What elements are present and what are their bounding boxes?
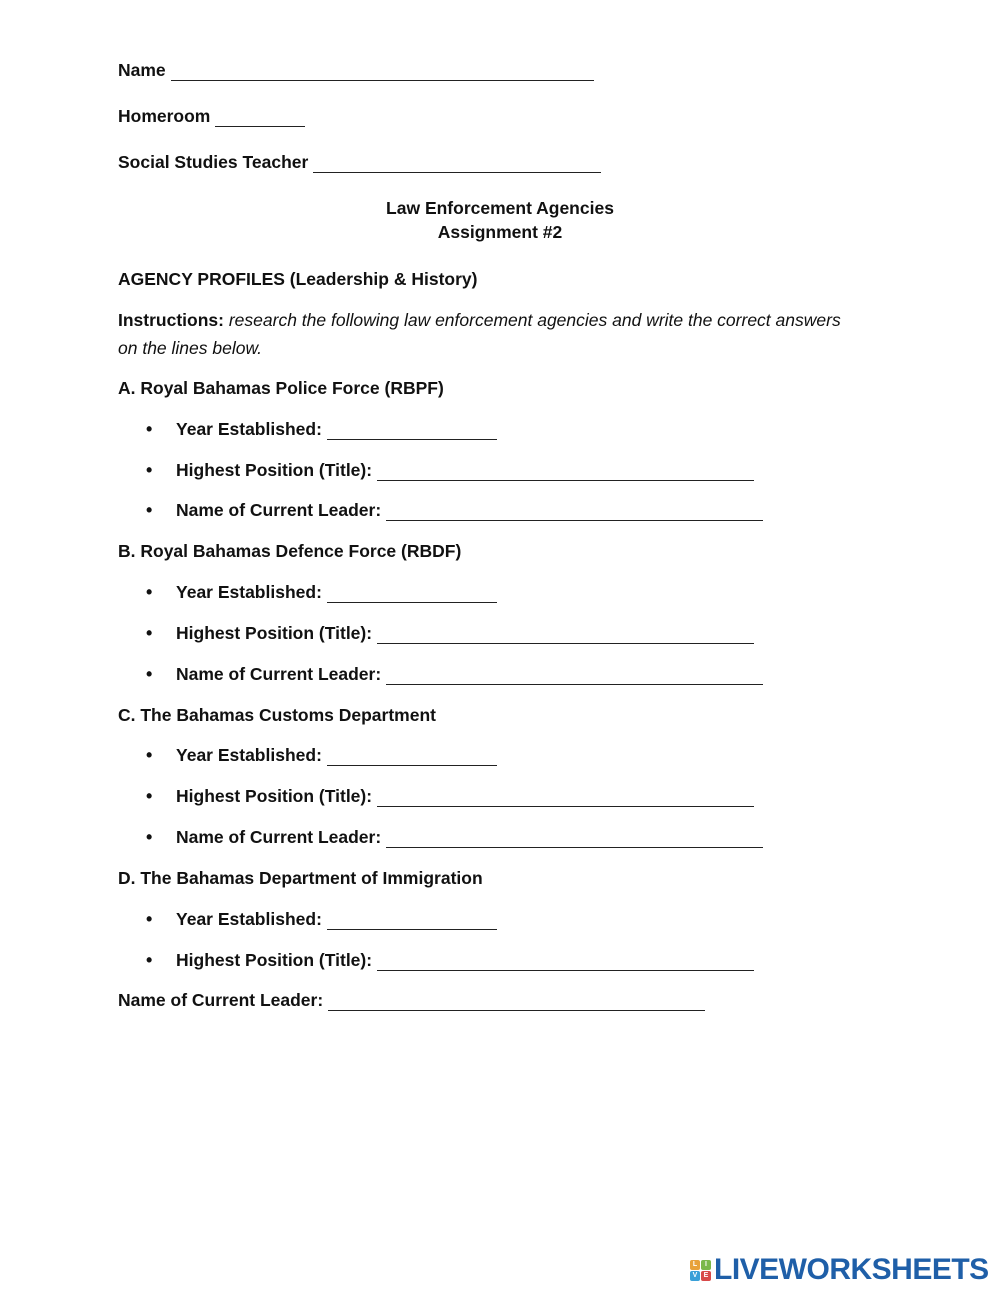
leader-input-line[interactable] (328, 992, 705, 1011)
name-label: Name (118, 60, 166, 80)
teacher-field-row (118, 152, 601, 173)
title-line-2: Assignment #2 (437, 222, 563, 242)
field-label: Highest Position (Title): (176, 786, 373, 806)
bullet-icon: • (146, 623, 153, 643)
agency-heading-d: D. The Bahamas Department of Immigration (118, 868, 483, 888)
bullet-icon: • (146, 664, 153, 684)
bullet-icon: • (146, 827, 153, 847)
field-label: Name of Current Leader: (176, 827, 382, 847)
position-input-line[interactable] (377, 788, 754, 807)
instructions-text: research the following law enforcement agencies and write the correct answers on the lines below. (118, 310, 841, 358)
field-label: Year Established: (176, 419, 322, 439)
bullet-icon: • (146, 460, 153, 480)
bullet-icon: • (146, 500, 153, 520)
field-label: Name of Current Leader: (176, 500, 382, 520)
year-input-line[interactable] (327, 747, 497, 766)
agency-heading-b: B. Royal Bahamas Defence Force (RBDF) (118, 541, 462, 561)
position-input-line[interactable] (377, 625, 754, 644)
agency-d-year-row (146, 909, 497, 930)
year-input-line[interactable] (327, 911, 497, 930)
logo-text: LIVEWORKSHEETS (714, 1253, 989, 1286)
agency-d-leader-row (118, 990, 705, 1011)
agency-c-year-row (146, 745, 497, 766)
agency-d-position-row (146, 950, 754, 971)
year-input-line[interactable] (327, 584, 497, 603)
bullet-icon: • (146, 582, 153, 602)
section-heading: AGENCY PROFILES (Leadership & History) (118, 269, 478, 289)
agency-b-leader-row (146, 664, 763, 685)
agency-c-position-row (146, 786, 754, 807)
field-label: Highest Position (Title): (176, 623, 373, 643)
leader-input-line[interactable] (386, 502, 763, 521)
teacher-label: Social Studies Teacher (118, 152, 309, 172)
homeroom-label: Homeroom (118, 106, 211, 126)
field-label: Highest Position (Title): (176, 460, 373, 480)
field-label: Year Established: (176, 582, 322, 602)
instructions-lead: Instructions: (118, 310, 224, 330)
instructions-paragraph (118, 306, 848, 362)
field-label: Year Established: (176, 745, 322, 765)
agency-c-leader-row (146, 827, 763, 848)
agency-a-position-row (146, 460, 754, 481)
agency-b-year-row (146, 582, 497, 603)
name-field-row (118, 60, 594, 81)
bullet-icon: • (146, 950, 153, 970)
field-label: Year Established: (176, 909, 322, 929)
logo-mark-letter: V (690, 1271, 700, 1281)
teacher-input-line[interactable] (313, 154, 601, 173)
page-title (0, 196, 1000, 244)
position-input-line[interactable] (377, 462, 754, 481)
logo-mark-icon (690, 1260, 711, 1281)
agency-heading-c: C. The Bahamas Customs Department (118, 705, 436, 725)
field-label: Name of Current Leader: (118, 990, 324, 1010)
logo-mark-letter: L (690, 1260, 700, 1270)
homeroom-input-line[interactable] (215, 108, 305, 127)
agency-b-position-row (146, 623, 754, 644)
bullet-icon: • (146, 909, 153, 929)
logo-mark-letter: I (701, 1260, 711, 1270)
field-label: Highest Position (Title): (176, 950, 373, 970)
field-label: Name of Current Leader: (176, 664, 382, 684)
title-line-1: Law Enforcement Agencies (386, 198, 614, 218)
liveworksheets-logo (690, 1253, 989, 1287)
leader-input-line[interactable] (386, 829, 763, 848)
bullet-icon: • (146, 419, 153, 439)
agency-a-year-row (146, 419, 497, 440)
position-input-line[interactable] (377, 952, 754, 971)
agency-heading-a: A. Royal Bahamas Police Force (RBPF) (118, 378, 444, 398)
bullet-icon: • (146, 745, 153, 765)
bullet-icon: • (146, 786, 153, 806)
logo-mark-letter: E (701, 1271, 711, 1281)
name-input-line[interactable] (171, 62, 594, 81)
agency-a-leader-row (146, 500, 763, 521)
year-input-line[interactable] (327, 421, 497, 440)
leader-input-line[interactable] (386, 666, 763, 685)
homeroom-field-row (118, 106, 305, 127)
